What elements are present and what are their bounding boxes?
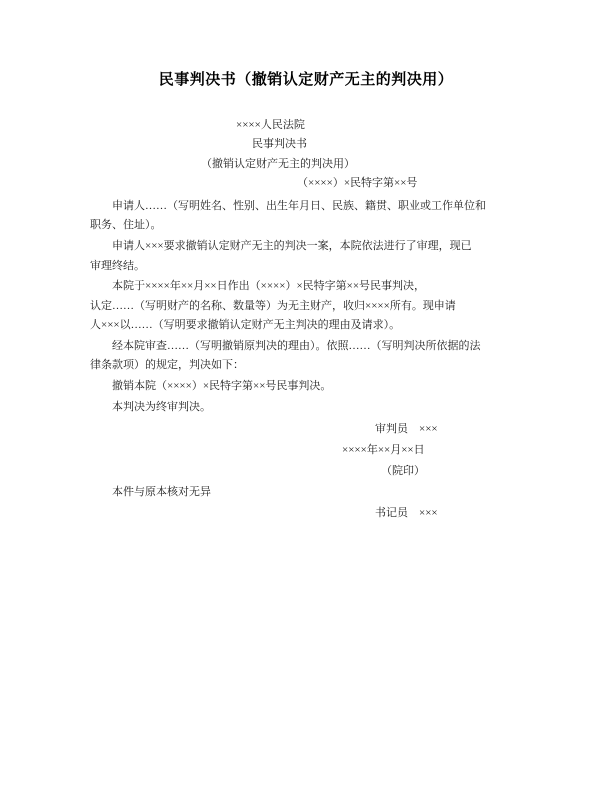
document-body bbox=[90, 197, 522, 417]
paragraph-line: 审理终结。 bbox=[90, 259, 145, 272]
paragraph-line: 本院于××××年××月××日作出（××××）×民特字第××号民事判决， bbox=[112, 280, 426, 293]
verification-note: 本件与原本核对无异 bbox=[112, 485, 211, 498]
paragraph-original-judgment bbox=[90, 277, 522, 335]
paragraph-line: 本判决为终审判决。 bbox=[112, 400, 211, 413]
paragraph-ruling bbox=[90, 377, 522, 396]
clerk-signature: 书记员 ××× bbox=[375, 506, 438, 519]
paragraph-line: 经本院审查……（写明撤销原判决的理由）。依照……（写明判决所依据的法 bbox=[112, 339, 481, 352]
doc-subtitle: （撤销认定财产无主的判决用） bbox=[201, 157, 355, 170]
signature-block bbox=[90, 419, 522, 524]
paragraph-case-intro bbox=[90, 237, 522, 276]
judge-signature: 审判员 ××× bbox=[375, 422, 438, 435]
paragraph-line: 律条款项）的规定，判决如下： bbox=[90, 359, 244, 372]
paragraph-line: 撤销本院（××××）×民特字第××号民事判决。 bbox=[112, 379, 332, 392]
doc-type-heading: 民事判决书 bbox=[252, 138, 307, 151]
paragraph-line: 申请人×××要求撤销认定财产无主的判决一案，本院依法进行了审理，现已 bbox=[112, 240, 472, 253]
paragraph-line: 人×××以……（写明要求撤销认定财产无主判决的理由及请求）。 bbox=[90, 318, 401, 331]
document-header bbox=[90, 116, 522, 193]
paragraph-review-basis bbox=[90, 337, 522, 376]
case-number: （××××）×民特字第××号 bbox=[297, 176, 418, 189]
court-seal: （院印） bbox=[381, 464, 425, 477]
court-name: ××××人民法院 bbox=[236, 119, 305, 131]
paragraph-applicant bbox=[90, 197, 522, 236]
paragraph-line: 认定……（写明财产的名称、数量等）为无主财产，收归××××所有。现申请 bbox=[90, 299, 456, 312]
paragraph-line: 申请人……（写明姓名、性别、出生年月日、民族、籍贯、职业或工作单位和 bbox=[112, 200, 486, 213]
judgment-date: ××××年××月××日 bbox=[342, 443, 425, 456]
paragraph-line: 职务、住址）。 bbox=[90, 219, 162, 232]
document-title: 民事判决书（撤销认定财产无主的判决用） bbox=[158, 72, 454, 88]
paragraph-final bbox=[90, 398, 522, 417]
